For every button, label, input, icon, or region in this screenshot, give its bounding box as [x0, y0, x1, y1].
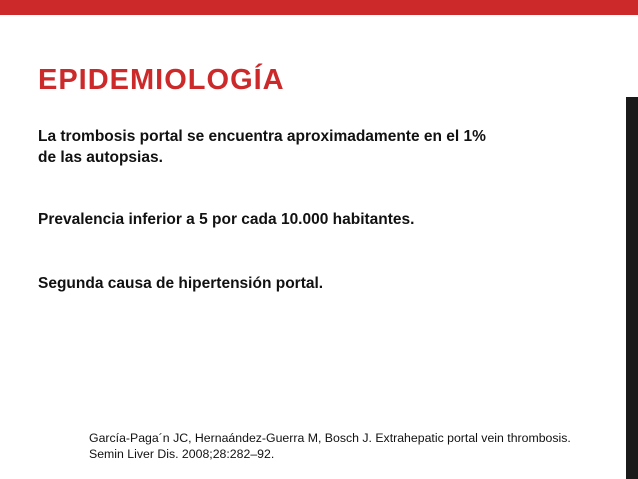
paragraph-autopsias: [38, 126, 578, 168]
reference-line1: García-Paga´n JC, Hernaández-Guerra M, Bosch J. Extrahepatic portal vein thrombosis.: [89, 431, 571, 445]
paragraph-hipertension-line1: Segunda causa de hipertensión portal.: [38, 275, 324, 292]
right-side-bar: [626, 97, 638, 479]
paragraph-prevalencia: [38, 209, 578, 230]
paragraph-autopsias-line2: de las autopsias.: [38, 149, 163, 166]
reference-line2: Semin Liver Dis. 2008;28:282–92.: [89, 447, 275, 461]
paragraph-autopsias-line1: La trombosis portal se encuentra aproximadamente en el 1%: [38, 128, 486, 145]
reference-citation: [89, 430, 589, 462]
paragraph-hipertension: [38, 273, 578, 294]
slide-title: EPIDEMIOLOGÍA: [38, 64, 285, 96]
top-accent-bar: [0, 0, 638, 15]
paragraph-prevalencia-line1: Prevalencia inferior a 5 por cada 10.000 habitantes.: [38, 211, 415, 228]
